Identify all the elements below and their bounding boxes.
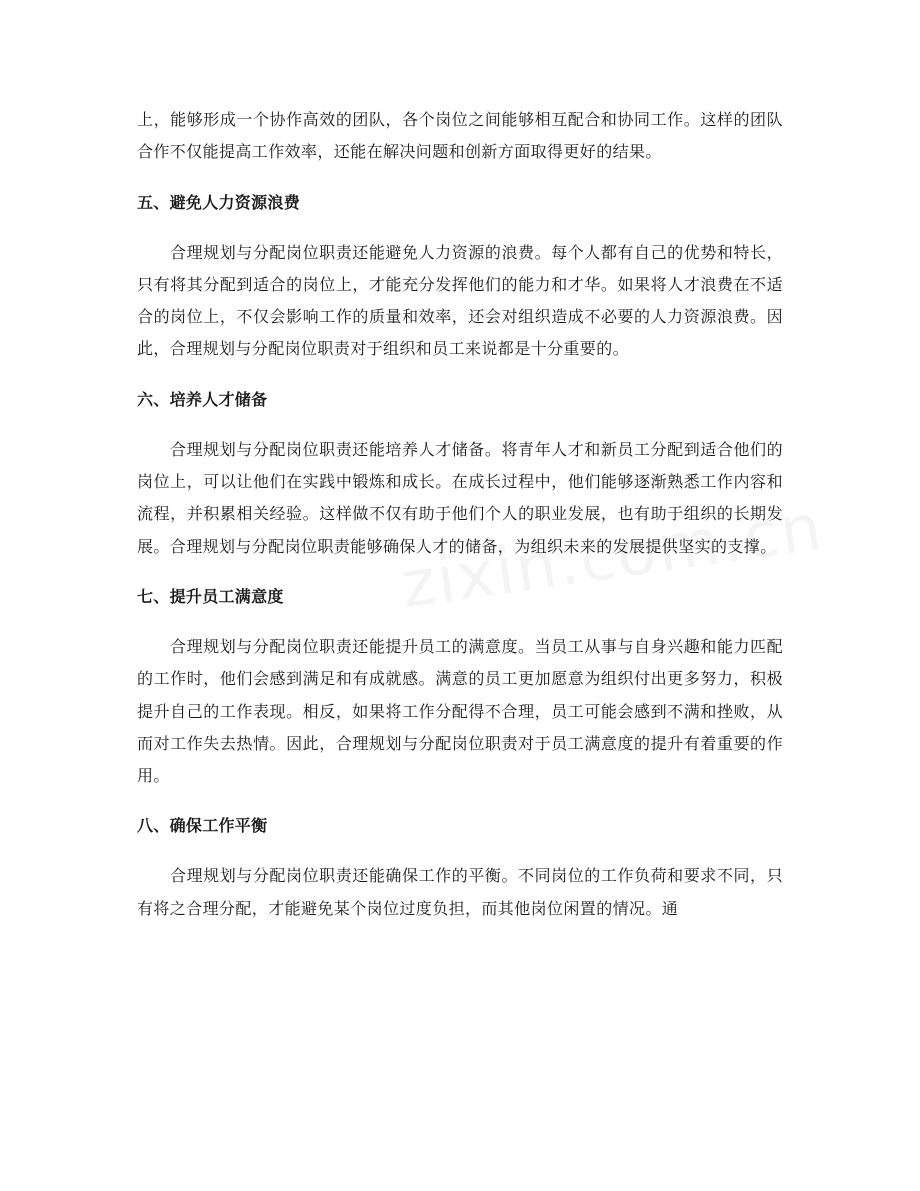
paragraph-continued: 上，能够形成一个协作高效的团队，各个岗位之间能够相互配合和协同工作。这样的团队合作不仅能提高工作效率，还能在解决问题和创新方面取得更好的结果。 xyxy=(137,110,783,162)
section-heading-7: 七、提升员工满意度 xyxy=(137,586,284,606)
paragraph-section-8: 合理规划与分配岗位职责还能确保工作的平衡。不同岗位的工作负荷和要求不同，只有将之合理分配，才能避免某个岗位过度负担，而其他岗位闲置的情况。通 xyxy=(137,866,783,918)
document-body xyxy=(137,104,783,925)
paragraph-section-6: 合理规划与分配岗位职责还能培养人才储备。将青年人才和新员工分配到适合他们的岗位上，可以让他们在实践中锻炼和成长。在成长过程中，他们能够逐渐熟悉工作内容和流程，并积累相关经验。这样做不仅有助于他们个人的职业发展，也有助于组织的长期发展。合理规划与分配岗位职责能够确保人才的储备，为组织未来的发展提供坚实的支撑。 xyxy=(137,439,783,556)
section-heading-6: 六、培养人才储备 xyxy=(137,389,268,409)
section-heading-8: 八、确保工作平衡 xyxy=(137,816,268,836)
paragraph-section-5: 合理规划与分配岗位职责还能避免人力资源的浪费。每个人都有自己的优势和特长，只有将其分配到适合的岗位上，才能充分发挥他们的能力和才华。如果将人才浪费在不适合的岗位上，不仅会影响工作的质量和效率，还会对组织造成不必要的人力资源浪费。因此，合理规划与分配岗位职责对于组织和员工来说都是十分重要的。 xyxy=(137,242,783,359)
section-heading-5: 五、避免人力资源浪费 xyxy=(137,192,301,212)
paragraph-section-7: 合理规划与分配岗位职责还能提升员工的满意度。当员工从事与自身兴趣和能力匹配的工作时，他们会感到满足和有成就感。满意的员工更加愿意为组织付出更多努力，积极提升自己的工作表现。相反，如果将工作分配得不合理，员工可能会感到不满和挫败，从而对工作失去热情。因此，合理规划与分配岗位职责对于员工满意度的提升有着重要的作用。 xyxy=(137,636,783,786)
